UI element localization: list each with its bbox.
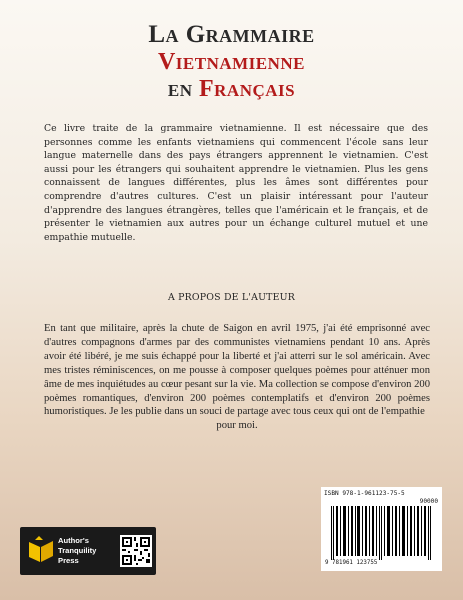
qr-code-icon <box>120 535 152 567</box>
about-author-heading: A PROPOS DE L'AUTEUR <box>167 292 296 303</box>
barcode-price-code: 90000 <box>419 498 438 505</box>
publisher-name <box>58 536 96 566</box>
title-line-3 <box>0 77 463 101</box>
book-title <box>0 22 463 101</box>
book-description: Ce livre traite de la grammaire vietnamienne. Il est nécessaire que des personnes comme les enfants vietnamiens qui commencent l'école sans leur langue maternelle dans des pays étrangers apprennent le vietnamien. C'est aussi pour les étrangers qui souhaitent apprendre le vietnamien. Plus les gens connaissent de langues différentes, plus les âmes sont différentes pour comprendre d'autres cultures. C'est un plaisir intéressant pour l'auteur d'apprendre des langues étrangères, telles que l'américain et le français, et de présenter le vietnamien aux autres pour un échange culturel mutuel et une empathie mutuelle. <box>44 123 428 243</box>
book-icon <box>26 535 56 567</box>
publisher-name-line-3: Press <box>58 556 79 565</box>
about-author-body: En tant que militaire, après la chute de Saigon en avril 1975, j'ai été emprisonné avec d'autres compagnons d'armes par des communistes vietnamiens pendant 10 ans. Après avoir été libéré, je me suis échappé pour la liberté et j'ai atterri sur le sol américain. Avec mes tristes réminiscences, on me pousse à composer quelques poèmes pour atténuer mon âme de mes inquiétudes au cœur pesant sur la vie. Ma collection se compose d'environ 200 poèmes romantiques, d'environ 200 poèmes contemplatifs et d'environ 200 poèmes humoristiques. Je les publie dans un souci de partage avec tous ceux qui ont de l'empathie <box>44 323 430 418</box>
publisher-name-line-2: Tranquility <box>58 546 97 555</box>
title-line-3-prefix: en <box>167 76 199 102</box>
title-line-1: La Grammaire <box>148 21 315 48</box>
barcode-bars <box>329 506 434 560</box>
publisher-logo <box>20 527 156 575</box>
title-line-3-word: Français <box>199 76 296 102</box>
publisher-name-line-1: Author's <box>58 536 89 545</box>
isbn-barcode <box>321 487 442 571</box>
about-author-last-line: pour moi. <box>216 420 258 432</box>
about-author-text <box>44 322 430 433</box>
barcode-number: 9 781961 123755 <box>325 560 378 566</box>
isbn-text: ISBN 978-1-961123-75-5 <box>324 490 405 497</box>
title-line-2: Vietnamienne <box>157 49 306 75</box>
